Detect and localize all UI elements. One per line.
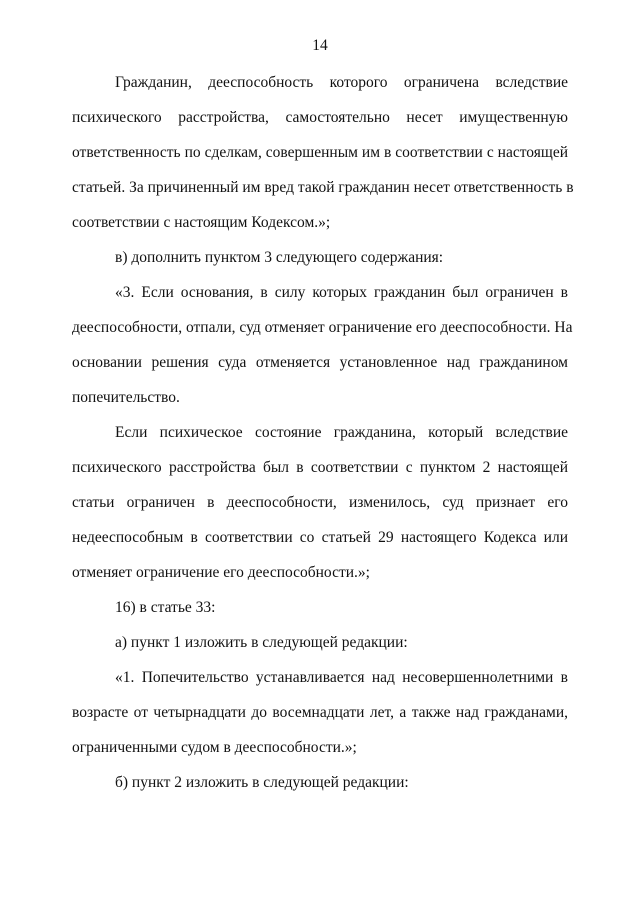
text-line: Если психическое состояние гражданина, который вследствие (115, 424, 568, 441)
text-line: а) пункт 1 изложить в следующей редакции: (115, 634, 408, 651)
text-line: соответствии с настоящим Кодексом.»; (72, 214, 331, 231)
text-line: Гражданин, дееспособность которого ограничена вследствие (115, 74, 568, 91)
text-line: ответственность по сделкам, совершенным им в соответствии с настоящей (72, 144, 568, 161)
text-line: «1. Попечительство устанавливается над несовершеннолетними в (115, 669, 568, 686)
text-line: б) пункт 2 изложить в следующей редакции: (115, 774, 409, 791)
text-line: основании решения суда отменяется установленное над гражданином (72, 354, 568, 371)
text-line: 16) в статье 33: (115, 599, 216, 616)
text-line: статьи ограничен в дееспособности, изменилось, суд признает его (72, 494, 568, 511)
text-line: статьей. За причиненный им вред такой гражданин несет ответственность в (72, 179, 574, 196)
text-line: психического расстройства был в соответствии с пунктом 2 настоящей (72, 459, 568, 476)
page-number: 14 (312, 37, 328, 54)
text-line: ограниченными судом в дееспособности.»; (72, 739, 357, 756)
text-line: психического расстройства, самостоятельно несет имущественную (72, 109, 568, 126)
text-line: дееспособности, отпали, суд отменяет ограничение его дееспособности. На (72, 319, 573, 336)
text-line: «3. Если основания, в силу которых гражданин был ограничен в (115, 284, 568, 301)
text-line: в) дополнить пунктом 3 следующего содержания: (115, 249, 444, 266)
text-line: недееспособным в соответствии со статьей 29 настоящего Кодекса или (72, 529, 568, 546)
text-line: возрасте от четырнадцати до восемнадцати лет, а также над гражданами, (72, 704, 568, 721)
text-line: отменяет ограничение его дееспособности.»; (72, 564, 370, 581)
text-line: попечительство. (72, 389, 180, 406)
